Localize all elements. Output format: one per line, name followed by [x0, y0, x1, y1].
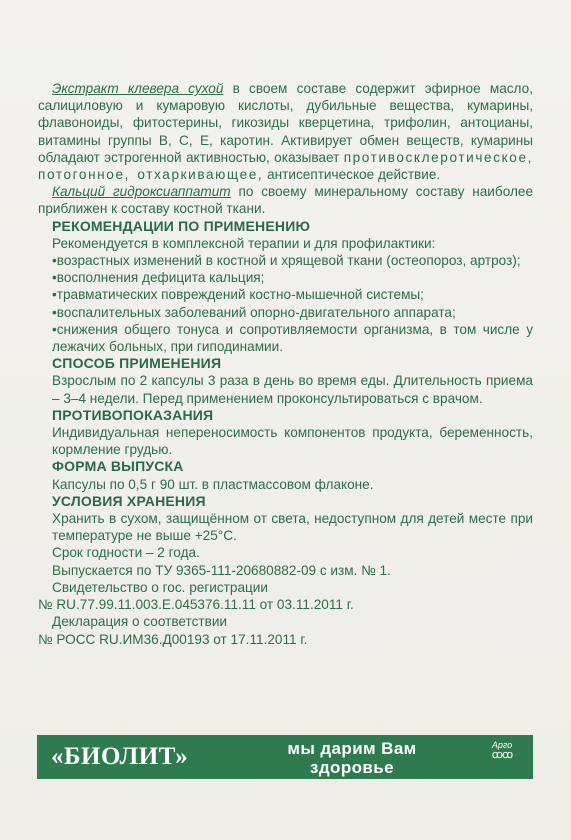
argo-logo [487, 740, 517, 774]
recommendation-item: •травматических повреждений костно-мышечной системы; [52, 287, 424, 303]
shelf-life: Срок годности – 2 года. [52, 545, 200, 561]
recommendation-item: •снижения общего тонуса и сопротивляемости организма, в том числе у лежачих больных, при гиподинамии. [52, 321, 533, 355]
declaration-number: № РОСС RU.ИМ36.Д00193 от 17.11.2011 г. [38, 631, 308, 647]
contraindications-text: Индивидуальная непереносимость компонентов продукта, беременность, кормление грудью. [52, 425, 533, 458]
extract-paragraph [38, 80, 533, 183]
form-heading: ФОРМА ВЫПУСКА [52, 458, 184, 475]
calcium-lead: Кальций гидроксиаппатит [52, 184, 231, 200]
argo-brand-name: Арго [491, 740, 513, 750]
brand-banner [37, 735, 533, 779]
certificate-number: № RU.77.99.11.003.Е.045376.11.11 от 03.11.2011 г. [38, 597, 354, 613]
extract-text: в своем составе содержит эфирное масло, салициловую и кумаровую кислоты, дубильные вещества, кумарины, флавоноиды, фитостерины, гикозиды кверцетина, трифолин, антоцианы, витамины группы В, С, Е, каротин. Активирует обмен веществ, кумарины обладают эстрогенной активностью, оказывает [38, 81, 533, 165]
recommendations-heading: РЕКОМЕНДАЦИИ ПО ПРИМЕНЕНИЮ [52, 217, 311, 234]
extract-spaced-text: противосклеротическое, потогонное, отхаркивающее, [38, 149, 533, 183]
contraindications-heading: ПРОТИВОПОКАЗАНИЯ [52, 406, 214, 423]
leaflet-text [38, 80, 533, 648]
storage-text: Хранить в сухом, защищённом от света, недоступном для детей месте при температуре не выше +25°С. [52, 511, 533, 544]
declaration-label: Декларация о соответствии [52, 614, 228, 630]
recommendation-item: •восполнения дефицита кальция; [52, 270, 265, 286]
slogan [237, 739, 467, 777]
calcium-text: по своему минеральному составу наиболее приближен к составу костной ткани. [38, 184, 534, 217]
slogan-line-1: мы дарим Вам [287, 739, 417, 758]
recommendations-intro: Рекомендуется в комплексной терапии и для профилактики: [52, 235, 436, 251]
storage-heading: УСЛОВИЯ ХРАНЕНИЯ [52, 492, 206, 509]
extract-lead: Экстракт клевера сухой [52, 81, 224, 96]
slogan-line-2: здоровье [310, 758, 394, 777]
recommendation-item: •возрастных изменений в костной и хрящевой ткани (остеопороз, артроз); [52, 253, 521, 269]
certificate-label: Свидетельство о гос. регистрации [52, 579, 268, 595]
recommendation-item: •воспалительных заболеваний опорно-двигательного аппарата; [52, 304, 456, 320]
tu-reference: Выпускается по ТУ 9365-111-20680882-09 с изм. № 1. [52, 562, 391, 578]
usage-heading: СПОСОБ ПРИМЕНЕНИЯ [52, 355, 222, 372]
extract-end: антисептическое действие. [263, 167, 441, 183]
argo-drops-icon: ꝏꝏ [491, 749, 513, 761]
calcium-paragraph [38, 183, 533, 217]
form-text: Капсулы по 0,5 г 90 шт. в пластмассовом флаконе. [52, 476, 374, 492]
biolit-logo: «БИОЛИТ» [51, 743, 189, 770]
usage-text: Взрослым по 2 капсулы 3 раза в день во время еды. Длительность приема – 3–4 недели. Перед применением проконсультироваться с врачом. [52, 373, 533, 406]
